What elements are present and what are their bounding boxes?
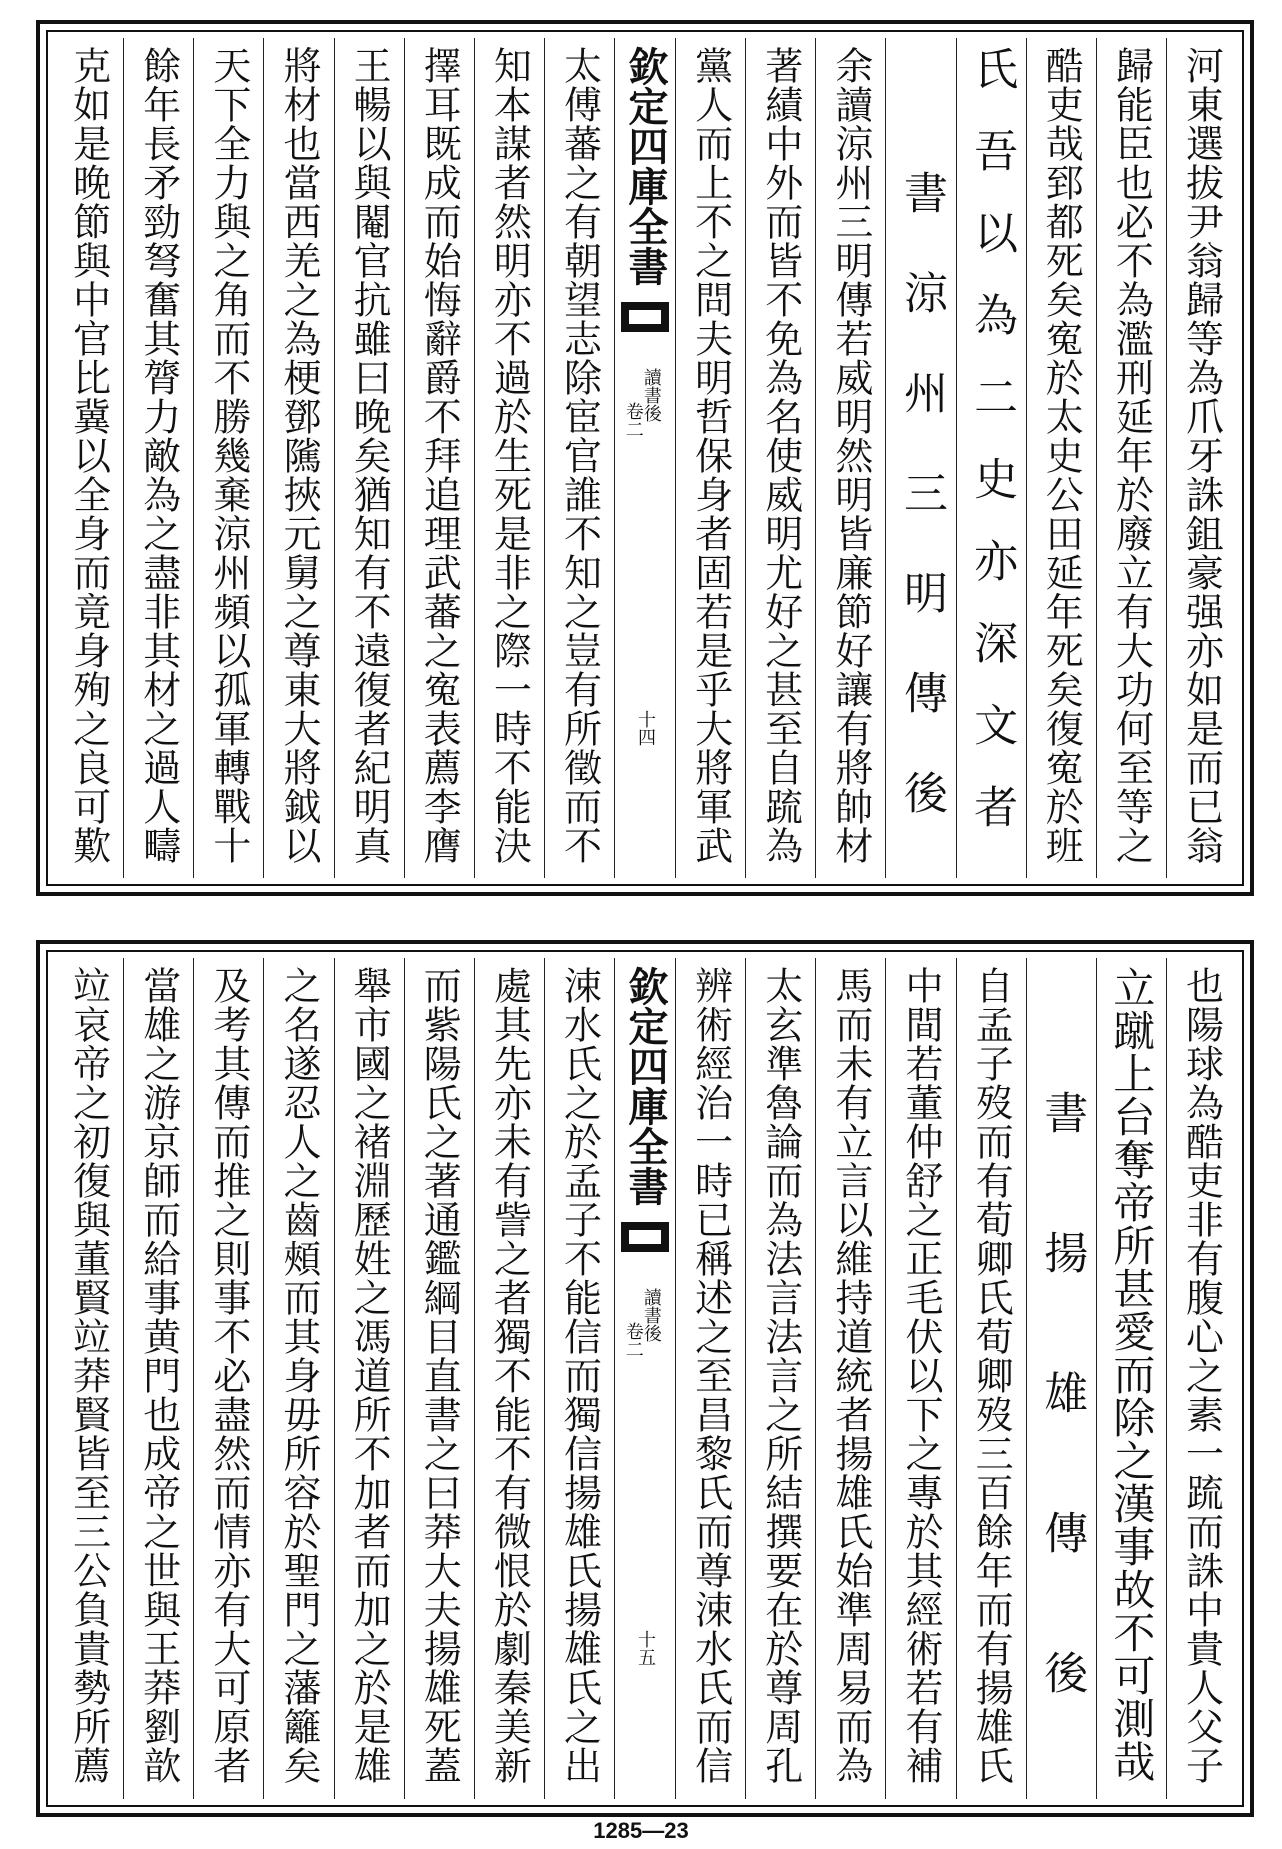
upper-text-column xyxy=(334,38,404,878)
lower-section-label: 讀書後 xyxy=(640,1288,662,1342)
page-footer-number: 1285—23 xyxy=(593,1818,689,1843)
upper-text-column xyxy=(404,38,474,878)
lower-text-column xyxy=(1026,958,1096,1799)
upper-text-column xyxy=(54,38,123,878)
lower-text-column xyxy=(123,958,193,1799)
lower-column-text: 馬而未有立言以維持道統者揚雄氏始準周易而為 xyxy=(828,966,873,1785)
lower-text-column xyxy=(334,958,404,1799)
lower-text-column xyxy=(544,958,614,1799)
upper-column-text: 河東選拔尹翁歸等為爪牙誅鉏豪强亦如是而已翁 xyxy=(1179,46,1224,865)
upper-text-column xyxy=(956,38,1026,878)
lower-text-column xyxy=(675,958,745,1799)
lower-text-column xyxy=(1096,958,1166,1799)
upper-column-text: 酷吏哉郅都死矣寃於太史公田延年死矣復寃於班 xyxy=(1039,46,1084,865)
upper-column-text: 餘年長矛勁弩奮其膂力敵為之盡非其材之過人疇 xyxy=(136,46,181,865)
lower-text-column xyxy=(54,958,123,1799)
lower-columns xyxy=(54,958,1236,1799)
upper-text-column xyxy=(544,38,614,878)
lower-column-text: 當雄之游京師而給事黄門也成帝之世與王莽劉歆 xyxy=(136,966,181,1785)
lower-text-column xyxy=(474,958,544,1799)
upper-column-text: 天下全力與之角而不勝幾棄涼州頻以孤軍轉戰十 xyxy=(206,46,251,865)
upper-text-column xyxy=(1026,38,1096,878)
lower-text-column xyxy=(263,958,333,1799)
upper-column-text: 王暢以與閹官抗雖曰晚矣猶知有不遠復者紀明真 xyxy=(347,46,392,865)
lower-text-column xyxy=(404,958,474,1799)
upper-book-title: 欽定四庫全書 xyxy=(622,46,669,286)
upper-column-text: 氏吾以為二史亦深文者 xyxy=(966,46,1018,866)
upper-text-column xyxy=(474,38,544,878)
upper-leaf-number: 十四 xyxy=(635,710,656,746)
upper-column-text: 余讀涼州三明傳若威明然明皆廉節好讓有將帥材 xyxy=(828,46,873,865)
upper-text-column xyxy=(675,38,745,878)
lower-column-text: 之名遂忍人之齒頰而其身毋所容於聖門之藩籬矣 xyxy=(276,966,321,1785)
upper-essay-title: 書涼州三明傳後 xyxy=(895,170,947,870)
lower-column-text: 也陽球為酷吏非有腹心之素一䟽而誅中貴人父子 xyxy=(1179,966,1224,1785)
upper-column-text: 擇耳既成而始悔辭爵不拜追理武蕃之寃表薦李膺 xyxy=(417,46,462,865)
lower-volume-label: 卷二 xyxy=(622,1322,644,1358)
lower-column-text: 而紫陽氏之著通鑑綱目直書之曰莽大夫揚雄死蓋 xyxy=(417,966,462,1785)
lower-essay-title: 書揚雄傳後 xyxy=(1036,1090,1088,1790)
upper-column-text: 太傅蕃之有朝望志除宦官誰不知之豈有所徵而不 xyxy=(557,46,602,865)
lower-center-fold xyxy=(614,958,675,1799)
lower-column-text: 太玄準魯論而為法言法言之所結撰要在於尊周孔 xyxy=(758,966,803,1785)
upper-section-label: 讀書後 xyxy=(640,368,662,422)
upper-column-text: 黨人而上不之問夫明哲保身者固若是乎大將軍武 xyxy=(688,46,733,865)
upper-text-column xyxy=(263,38,333,878)
lower-text-column xyxy=(193,958,263,1799)
lower-leaf xyxy=(36,940,1254,1817)
lower-text-column xyxy=(956,958,1026,1799)
upper-column-text: 克如是晚節與中官比冀以全身而竟身殉之良可歎 xyxy=(66,46,111,865)
upper-center-fold xyxy=(614,38,675,878)
upper-text-column xyxy=(123,38,193,878)
lower-fishtail-mark xyxy=(621,1222,669,1252)
lower-column-text: 辨術經治一時已稱述之至昌黎氏而尊涑水氏而信 xyxy=(688,966,733,1785)
upper-text-column xyxy=(815,38,885,878)
upper-text-column xyxy=(745,38,815,878)
lower-column-text: 中間若董仲舒之正毛伏以下之專於其經術若有補 xyxy=(898,966,943,1785)
lower-column-text: 竝哀帝之初復與董賢竝莽賢皆至三公負貴勢所薦 xyxy=(66,966,111,1785)
lower-book-title: 欽定四庫全書 xyxy=(622,966,669,1206)
lower-column-text: 立蹴上台奪帝所甚愛而除之漢事故不可測哉 xyxy=(1107,966,1157,1783)
upper-column-text: 歸能臣也必不為濫刑延年於廢立有大功何至等之 xyxy=(1109,46,1154,865)
upper-text-column xyxy=(1096,38,1166,878)
upper-column-text: 知本謀者然明亦不過於生死是非之際一時不能決 xyxy=(487,46,532,865)
upper-column-text: 將材也當西羌之為梗鄧隲挾元舅之尊東大將鉞以 xyxy=(276,46,321,865)
upper-text-column xyxy=(193,38,263,878)
lower-column-text: 自孟子歿而有荀卿氏荀卿歿三百餘年而有揚雄氏 xyxy=(969,966,1014,1785)
upper-text-column xyxy=(885,38,955,878)
upper-volume-label: 卷二 xyxy=(622,402,644,438)
lower-text-column xyxy=(885,958,955,1799)
upper-fishtail-mark xyxy=(621,302,669,332)
lower-text-column xyxy=(745,958,815,1799)
lower-column-text: 舉市國之褚淵歷姓之馮道所不加者而加之於是雄 xyxy=(347,966,392,1785)
lower-text-column xyxy=(815,958,885,1799)
upper-columns xyxy=(54,38,1236,878)
lower-leaf-number: 十五 xyxy=(635,1630,656,1666)
lower-column-text: 及考其傳而推之則事不必盡然而情亦有大可原者 xyxy=(206,966,251,1785)
upper-column-text: 著績中外而皆不免為名使威明尤好之甚至自䟽為 xyxy=(758,46,803,865)
upper-leaf xyxy=(36,20,1254,896)
lower-text-column xyxy=(1166,958,1236,1799)
upper-text-column xyxy=(1166,38,1236,878)
lower-column-text: 涑水氏之於孟子不能信而獨信揚雄氏揚雄氏之出 xyxy=(557,966,602,1785)
lower-column-text: 處其先亦未有訾之者獨不能不有微恨於劇秦美新 xyxy=(487,966,532,1785)
